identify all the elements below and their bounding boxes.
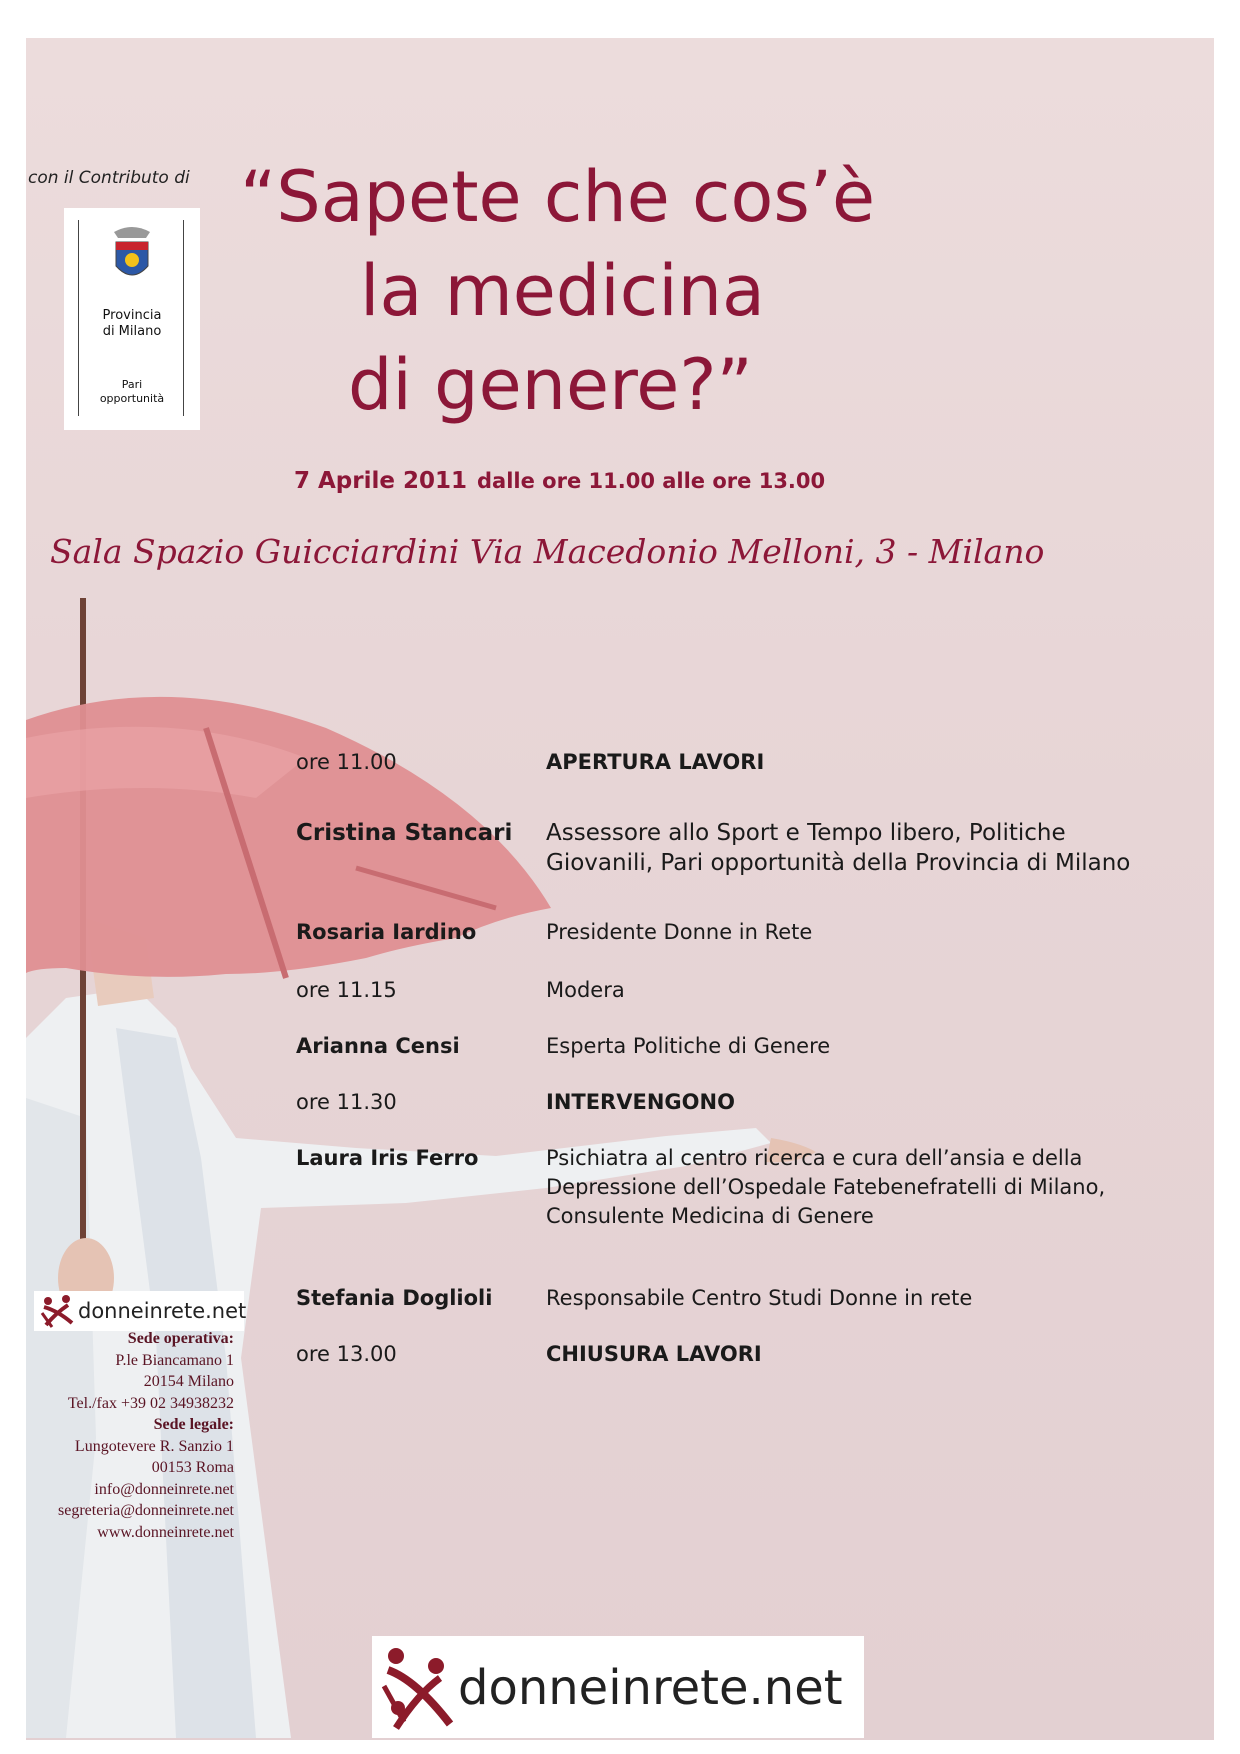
contribution-label: con il Contributo di xyxy=(28,168,190,188)
sede-legale-address-1: Lungotevere R. Sanzio 1 xyxy=(74,1437,234,1455)
coat-of-arms-icon xyxy=(106,222,158,286)
event-poster xyxy=(26,38,1214,1740)
title-line-3: di genere?” xyxy=(348,344,753,426)
logo-sub-1: Pari xyxy=(121,378,143,391)
program-description: Modera xyxy=(546,978,625,1002)
program-description: INTERVENGONO xyxy=(546,1090,735,1114)
brand-name-large: donneinrete.net xyxy=(458,1660,843,1716)
donneinrete-logo-small xyxy=(34,1291,247,1331)
donneinrete-mark-icon xyxy=(378,1642,458,1732)
event-venue: Sala Spazio Guicciardini Via Macedonio Melloni, 3 - Milano xyxy=(50,532,1045,571)
organizer-contacts xyxy=(26,1328,234,1543)
program-time: ore 11.15 xyxy=(296,978,397,1002)
program-description: Presidente Donne in Rete xyxy=(546,920,813,944)
sede-operativa-address-1: P.le Biancamano 1 xyxy=(115,1351,234,1369)
telefax: Tel./fax +39 02 34938232 xyxy=(67,1394,234,1412)
event-hours: dalle ore 11.00 alle ore 13.00 xyxy=(477,469,826,493)
donneinrete-mark-icon xyxy=(38,1293,78,1329)
logo-line-1: Provincia xyxy=(102,308,162,323)
email-info: info@donneinrete.net xyxy=(94,1480,234,1498)
program-speaker: Stefania Doglioli xyxy=(296,1286,493,1310)
email-segreteria: segreteria@donneinrete.net xyxy=(58,1502,234,1519)
sede-legale-address-2: 00153 Roma xyxy=(151,1459,234,1476)
sede-operativa-label: Sede operativa: xyxy=(127,1330,234,1347)
program-speaker: Arianna Censi xyxy=(296,1034,460,1058)
program-description: APERTURA LAVORI xyxy=(546,750,765,774)
event-date xyxy=(294,468,825,494)
program-speaker: Cristina Stancari xyxy=(296,820,513,846)
title-line-1: “Sapete che cos’è xyxy=(240,156,876,238)
program-time: ore 13.00 xyxy=(296,1342,397,1366)
brand-name-small: donneinrete.net xyxy=(78,1299,247,1323)
logo-subtitle xyxy=(64,378,200,406)
program-description: Responsabile Centro Studi Donne in rete xyxy=(546,1286,973,1310)
program-time: ore 11.30 xyxy=(296,1090,397,1114)
sede-operativa-address-2: 20154 Milano xyxy=(143,1373,234,1390)
program-description: Esperta Politiche di Genere xyxy=(546,1034,831,1058)
program-description: Assessore allo Sport e Tempo libero, Politiche Giovanili, Pari opportunità della Provincia di Milano xyxy=(546,820,1131,876)
website: www.donneinrete.net xyxy=(97,1523,234,1541)
program-speaker: Laura Iris Ferro xyxy=(296,1146,479,1170)
poster-title xyxy=(240,150,960,432)
logo-sub-2: opportunità xyxy=(99,392,165,405)
program-description: Psichiatra al centro ricerca e cura dell’ansia e della Depressione dell’Ospedale Fatebenefratelli di Milano, Consulente Medicina di Genere xyxy=(546,1146,1106,1228)
provincia-milano-logo xyxy=(64,208,200,430)
program-description: CHIUSURA LAVORI xyxy=(546,1342,762,1366)
program-time: ore 11.00 xyxy=(296,750,397,774)
logo-line-2: di Milano xyxy=(102,324,162,339)
sede-legale-label: Sede legale: xyxy=(153,1416,234,1433)
donneinrete-logo-large xyxy=(372,1636,864,1738)
event-day: 7 Aprile 2011 xyxy=(294,468,468,494)
program-speaker: Rosaria Iardino xyxy=(296,920,477,944)
title-line-2: la medicina xyxy=(360,250,765,332)
logo-name xyxy=(64,308,200,340)
